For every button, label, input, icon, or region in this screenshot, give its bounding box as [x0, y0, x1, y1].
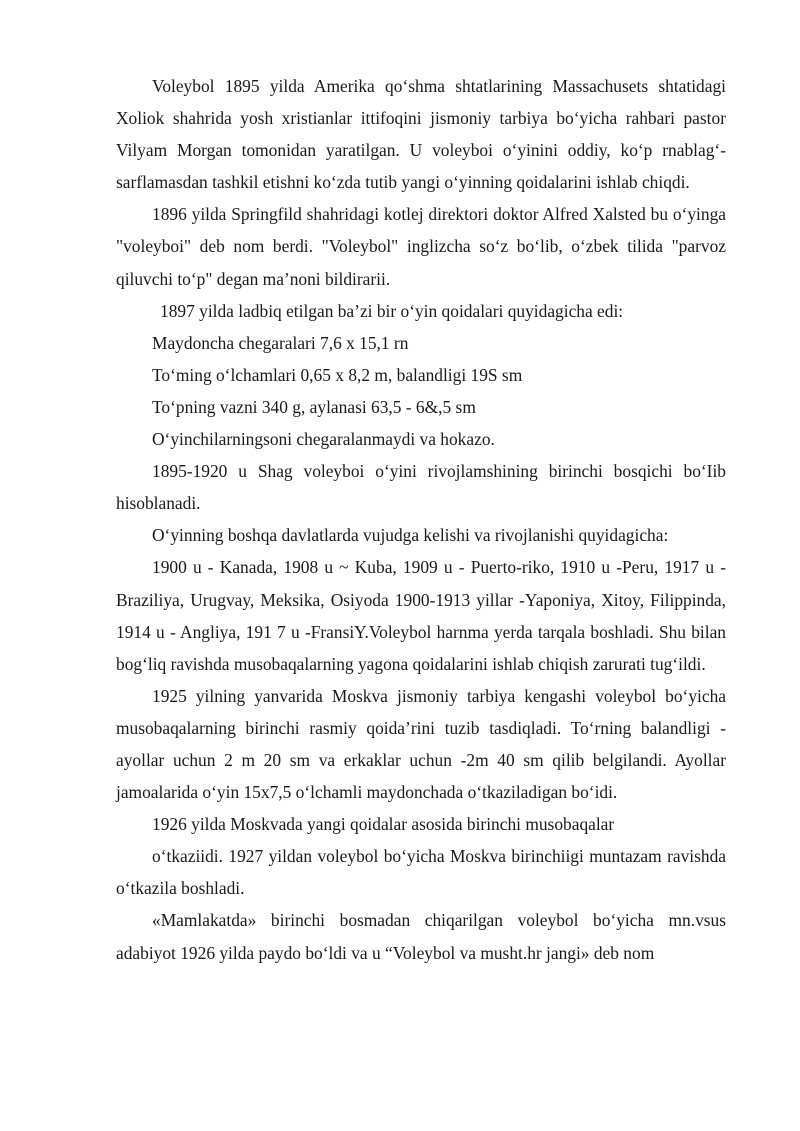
paragraph-1896-name: 1896 yilda Springfild shahridagi kotlej direktori doktor Alfred Xalsted bu o‘yinga "voleyboi" deb nom berdi. "Voleybol" inglizcha so‘z bo‘lib, o‘zbek tilida "parvoz qiluvchi to‘p" degan ma’noni bildirarii.: [116, 204, 726, 289]
paragraph-spread-intro: O‘yinning boshqa davlatlarda vujudga kelishi va rivojlanishi quyidagicha:: [152, 525, 669, 546]
document-body: [116, 70, 726, 969]
paragraph-history-origin: Voleybol 1895 yilda Amerika qo‘shma shtatlarining Massachusets shtatidagi Xoliok shahrida yosh xristianlar ittifoqini jismoniy tarbiya bo‘yicha rahbari pastor Vilyam Morgan tomonidan yaratilgan. U voleyboi o‘yinini oddiy, ko‘p rnablag‘-sarflamasdan tashkil etishni ko‘zda tutib yangi o‘yinning qoidalarini ishlab chiqdi.: [116, 76, 726, 193]
paragraph-1897-rules-intro: 1897 yilda ladbiq etilgan ba’zi bir o‘yin qoidalari quyidagicha edi:: [160, 300, 624, 321]
paragraph-1927-championship: o‘tkaziidi. 1927 yildan voleybol bo‘yicha Moskva birinchiigi muntazam ravishda o‘tkazila boshladi.: [116, 846, 726, 899]
paragraph-country-timeline: 1900 u - Kanada, 1908 u ~ Kuba, 1909 u - Puerto-riko, 1910 u -Peru, 1917 u - Braziliya, Urugvay, Meksika, Osiyoda 1900-1913 yillar -Yaponiya, Xitoy, Filippinda, 1914 u - Angliya, 191 7 u -FransiY.Voleybol harnma yerda tarqala boshladi. Shu bilan bog‘liq ravishda musobaqalarning yagona qoidalarini ishlab chiqish zarurati tug‘ildi.: [116, 557, 726, 674]
paragraph-1926-competitions: 1926 yilda Moskvada yangi qoidalar asosida birinchi musobaqalar: [152, 814, 615, 835]
paragraph-net-size: To‘ming o‘lchamlari 0,65 x 8,2 m, balandligi 19S sm: [152, 364, 523, 385]
paragraph-player-count: O‘yinchilarningsoni chegaralanmaydi va hokazo.: [152, 429, 495, 450]
paragraph-1925-rules: 1925 yilning yanvarida Moskva jismoniy tarbiya kengashi voleybol bo‘yicha musobaqalarning birinchi rasmiy qoida’rini tuzib tasdiqladi. To‘rning balandligi - ayollar uchun 2 m 20 sm va erkaklar uchun -2m 40 sm qilib belgilandi. Ayollar jamoalarida o‘yin 15x7,5 o‘lchamli maydonchada o‘tkaziladigan bo‘idi.: [116, 685, 726, 803]
paragraph-literature: «Mamlakatda» birinchi bosmadan chiqarilgan voleybol bo‘yicha mn.vsus adabiyot 1926 yilda paydo bo‘ldi va u “Voleybol va musht.hr jangi» deb nom: [116, 910, 726, 963]
paragraph-court-size: Maydoncha chegaralari 7,6 x 15,1 rn: [152, 332, 409, 353]
paragraph-ball-weight: To‘pning vazni 340 g, aylanasi 63,5 - 6&,5 sm: [152, 396, 476, 417]
paragraph-first-stage: 1895-1920 u Shag voleyboi o‘yini rivojlamshining birinchi bosqichi bo‘Iib hisoblanadi.: [116, 461, 726, 514]
